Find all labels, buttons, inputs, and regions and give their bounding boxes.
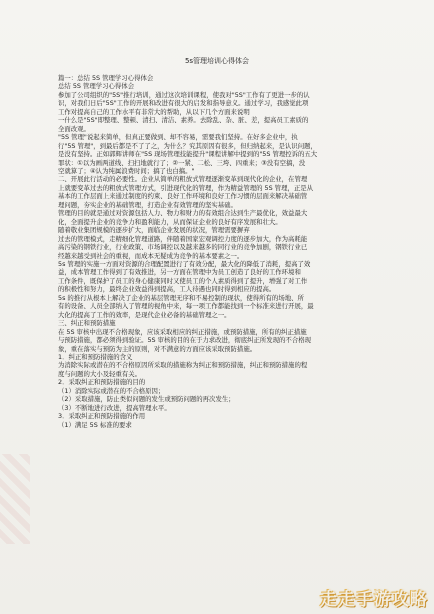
document-line: 工作条件，既保护了员工的身心健康同时又使员工的个人素质得到了提升，增强了对工作	[58, 276, 308, 285]
document-line: 理问题，夯实企业的基础管理，打造企业有效管理的坚实基础。	[58, 200, 237, 209]
document-line: （1）消除实际或潜在的不合格原因；	[58, 386, 165, 395]
corner-watermark-decoration	[0, 454, 30, 544]
document-line: 为消除实际或潜在的不合格原因所采取的措施称为纠正和预防措施，纠正和预防措施的程	[58, 361, 308, 370]
document-line: 5s 管理的实施一方面对资源的合理配置进行了有效分配，最大化的降低了消耗，提高了效	[58, 259, 311, 268]
document-line: 度与问题的大小及轻重有关。	[58, 369, 142, 378]
document-line: 2．采取纠正和预防措施的目的	[58, 378, 146, 387]
document-line: 过去的管理模式，走精细化管理道路，伴随着国家宏观调控力度的逐步加大，作为高耗能	[58, 234, 308, 243]
document-line: "5S 管理"说起来简单，但真正要做到、却不容易，需要我们坚持。在好多企业中，执	[58, 133, 298, 142]
document-line: 是没有坚持。正如郭辉讲师在"5S 现场管理技能提升"课程讲解中提到的"5S 管理控诉的五大	[58, 150, 318, 159]
document-line: 总结 5S 管理学习心得体会	[58, 82, 135, 91]
document-line: 二、开展此行活动的必要性。企业从简单的粗放式管理逐渐变革到现代化的企业，在管理	[58, 175, 308, 184]
document-line: 化，全面提升企业的竞争力和盈利能力，从而保证企业的良好有序发展和壮大。	[58, 217, 282, 226]
document-line: 益，成本管理工作得到了有效推进，另一方面在管理中为员工创造了良好的工作环境和	[58, 268, 301, 277]
document-line: 一什么是"5S"即整理、整顿、清扫、清洁、素养。去除乱、杂、脏、差，提高员工素质的	[58, 116, 309, 125]
document-line: 1．纠正和预防措施的含义	[58, 352, 133, 361]
document-line: （2）采取措施，防止类似问题的发生或预防问题的再次发生；	[58, 395, 235, 404]
document-line: 空就算了；④认为纯属浪费时间；搞了也白搞。"	[58, 166, 195, 175]
document-line: （3）不断地进行改进，提高管理水平。	[58, 403, 171, 412]
document-line: 行"5S 管理"，到最后都是不了了之，为什么？究其原因有很多，但归纳起来，是认识问题，	[58, 141, 317, 150]
document-line: 有的设备、人员全部纳入了管理的视角中来，每一项工作都能找到一个标准来进行开展，最	[58, 302, 314, 311]
document-line: 随着敬业集团规模的逐步扩大，面临企业发展的状况，管理需要摒弃	[58, 226, 250, 235]
document-line: 全面改观。	[58, 124, 90, 133]
document-line: 象，重在落实与预防为主的原则，对不满意的方面应该采取预防措施。	[58, 344, 257, 353]
document-line: 的积极性和努力，最终企业效益得到提高，工人待遇也同时得到相应的提高。	[58, 285, 276, 294]
document-line: 工作对提高自己的工作水平有非常大的帮助，从以下几个方面来说明	[58, 107, 250, 116]
brand-watermark: 走走手游攻略	[320, 590, 428, 610]
document-line: 罪状：①以为画两道线、扫扫地就行了；②一紧、二松、三垮、四重来；③没有空搞，没	[58, 158, 306, 167]
document-line: 基本的工作层面上来通过制度的约束、良好工作环境和良好工作习惯的层面来解决基础管	[58, 192, 308, 201]
document-line: 经越来越受到社会的重视，而成本无疑成为竞争的基本要素之一。	[58, 251, 244, 260]
document-line: 5s 的推行从根本上解决了企业的基层管理无序和不易控制的现状，使得所有的场地、所	[58, 293, 304, 302]
document-line: 3．采取纠正和预防措施的作用	[58, 412, 146, 421]
document-line: 与预防措施，都必须得到验证。5S 审核的目的在于力求改进，彻底纠正所发现的不合格现	[58, 336, 311, 345]
document-line: 篇一：总结 5S 管理学习心得体会	[58, 74, 154, 82]
document-line: 参加了公司组织的"5S"推行培训，通过这次培训课程，使我对"5S"工作有了更进一步的认	[58, 90, 310, 99]
document-line: 大化的提高了工作的效率，是现代企业必备的基础管理之一。	[58, 310, 231, 319]
document-title: 5s管理培训心得体会	[184, 57, 250, 65]
document-line: 高污染的钢铁行业，行业政策、市场调控以及越来越多的同行业的竞争加剧，钢铁行业已	[58, 243, 308, 252]
document-line: 三、纠正和预防措施	[58, 319, 116, 328]
document-line: 识，对我们日后"5S"工作的开展和改进有很大的启发和指导意义。通过学习，我感觉此项	[58, 99, 309, 108]
document-line: 上就要变革过去的粗放式管理方式，引进现代化的管理，作为精益管理的 5S 管理，正是从	[58, 183, 314, 192]
document-line: 管理的目的就是通过对资源包括人力、物力和财力的有效组合达到生产最优化，效益最大	[58, 209, 308, 218]
document-line: （1）满足 5S 标准的要求	[58, 420, 132, 429]
document-body	[58, 74, 378, 429]
document-line: 在 5S 审核中出现不合格现象，应该采取相应的纠正措施，或预防措施，所有的纠正措施	[58, 327, 307, 336]
